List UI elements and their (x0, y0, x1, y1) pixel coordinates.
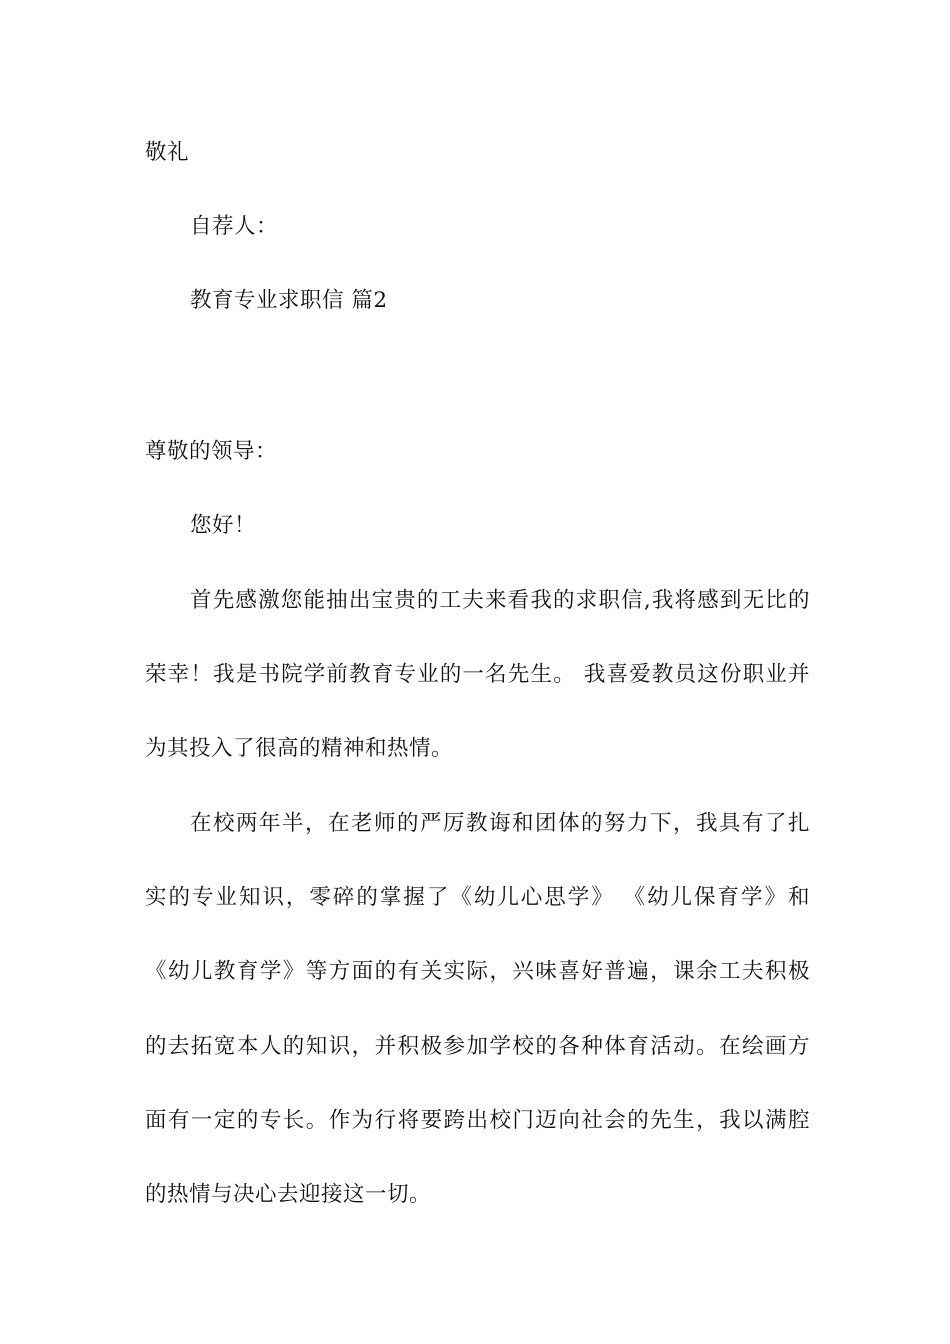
closing-salute: 敬礼 (145, 140, 190, 165)
section-title: 教育专业求职信 篇2 (190, 288, 388, 313)
paragraph-2-line-6: 的热情与决心去迎接这一切。 (145, 1182, 432, 1207)
signature-line: 自荐人： (190, 214, 279, 239)
paragraph-1-line-2: 荣幸！我是书院学前教育专业的一名先生。 我喜爱教员这份职业并 (145, 662, 810, 687)
paragraph-2-line-4: 的去拓宽本人的知识，并积极参加学校的各种体育活动。在绘画方 (145, 1034, 810, 1059)
paragraph-2-line-2: 实的专业知识，零碎的掌握了《幼儿心思学》 《幼儿保育学》和 (145, 885, 810, 910)
letter-greeting: 尊敬的领导： (145, 439, 278, 464)
letter-hello: 您好！ (190, 513, 257, 538)
paragraph-2-line-5: 面有一定的专长。作为行将要跨出校门迈向社会的先生，我以满腔 (145, 1108, 810, 1133)
paragraph-1-line-1: 首先感激您能抽出宝贵的工夫来看我的求职信,我将感到无比的 (190, 588, 810, 613)
paragraph-2-line-1: 在校两年半，在老师的严厉教诲和团体的努力下，我具有了扎 (190, 811, 810, 836)
paragraph-1-line-3: 为其投入了很高的精神和热情。 (145, 736, 454, 761)
paragraph-2-line-3: 《幼儿教育学》等方面的有关实际，兴味喜好普遍，课余工夫积极 (145, 959, 810, 984)
